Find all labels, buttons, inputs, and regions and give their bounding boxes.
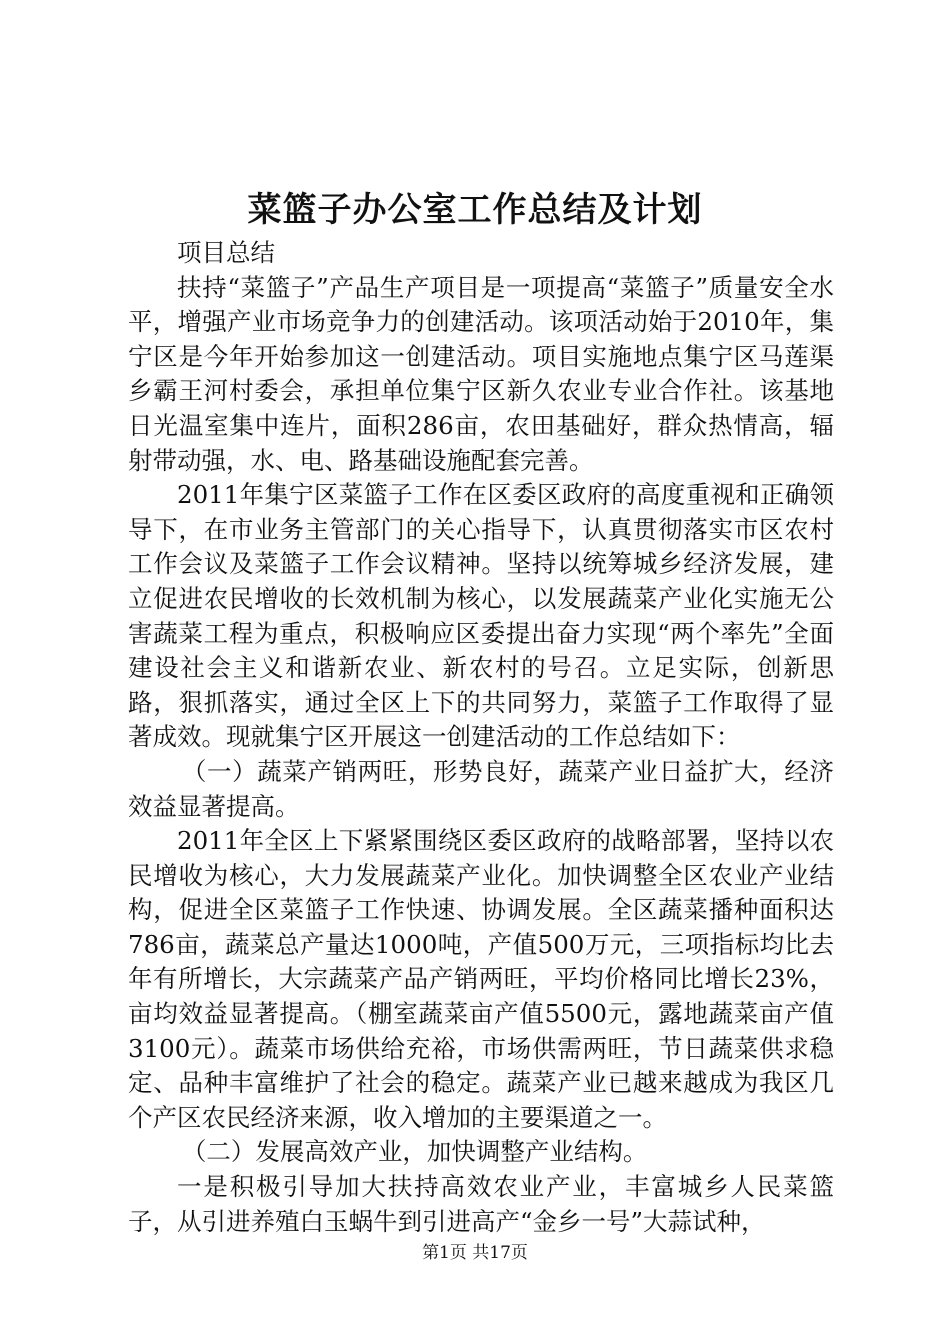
section-heading: （二）发展高效产业，加快调整产业结构。 bbox=[181, 1137, 648, 1167]
paragraph: 一是积极引导加大扶持高效农业产业，丰富城乡人民菜篮子，从引进养殖白玉蜗牛到引进高产“金乡一号”大蒜试种， bbox=[128, 1172, 834, 1236]
section-heading: （一）蔬菜产销两旺，形势良好，蔬菜产业日益扩大，经济效益显著提高。 bbox=[128, 756, 834, 821]
document-body bbox=[128, 236, 834, 1239]
page-footer: 第1页 共17页 bbox=[422, 1243, 528, 1263]
document-title: 菜篮子办公室工作总结及计划 bbox=[247, 190, 703, 230]
paragraph: 2011年集宁区菜篮子工作在区委区政府的高度重视和正确领导下，在市业务主管部门的关心指导下，认真贯彻落实市区农村工作会议及菜篮子工作会议精神。坚持以统筹城乡经济发展，建立促进农民增收的长效机制为核心，以发展蔬菜产业化实施无公害蔬菜工程为重点，积极响应区委提出奋力实现“两个率先”全面建设社会主义和谐新农业、新农村的号召。立足实际，创新思路，狠抓落实，通过全区上下的共同努力，菜篮子工作取得了显著成效。现就集宁区开展这一创建活动的工作总结如下： bbox=[128, 480, 834, 752]
paragraph: 2011年全区上下紧紧围绕区委区政府的战略部署，坚持以农民增收为核心，大力发展蔬菜产业化。加快调整全区农业产业结构，促进全区菜篮子工作快速、协调发展。全区蔬菜播种面积达786亩，蔬菜总产量达1000吨，产值500万元，三项指标均比去年有所增长，大宗蔬菜产品产销两旺，平均价格同比增长23%，亩均效益显著提高。（棚室蔬菜亩产值5500元，露地蔬菜亩产值3100元）。蔬菜市场供给充裕，市场供需两旺，节日蔬菜供求稳定、品种丰富维护了社会的稳定。蔬菜产业已越来越成为我区几个产区农民经济来源，收入增加的主要渠道之一。 bbox=[128, 826, 834, 1132]
paragraph: 扶持“菜篮子”产品生产项目是一项提高“菜篮子”质量安全水平，增强产业市场竞争力的创建活动。该项活动始于2010年，集宁区是今年开始参加这一创建活动。项目实施地点集宁区马莲渠乡霸王河村委会，承担单位集宁区新久农业专业合作社。该基地日光温室集中连片，面积286亩，农田基础好，群众热情高，辐射带动强，水、电、路基础设施配套完善。 bbox=[128, 272, 834, 475]
section-label: 项目总结 bbox=[177, 238, 275, 267]
